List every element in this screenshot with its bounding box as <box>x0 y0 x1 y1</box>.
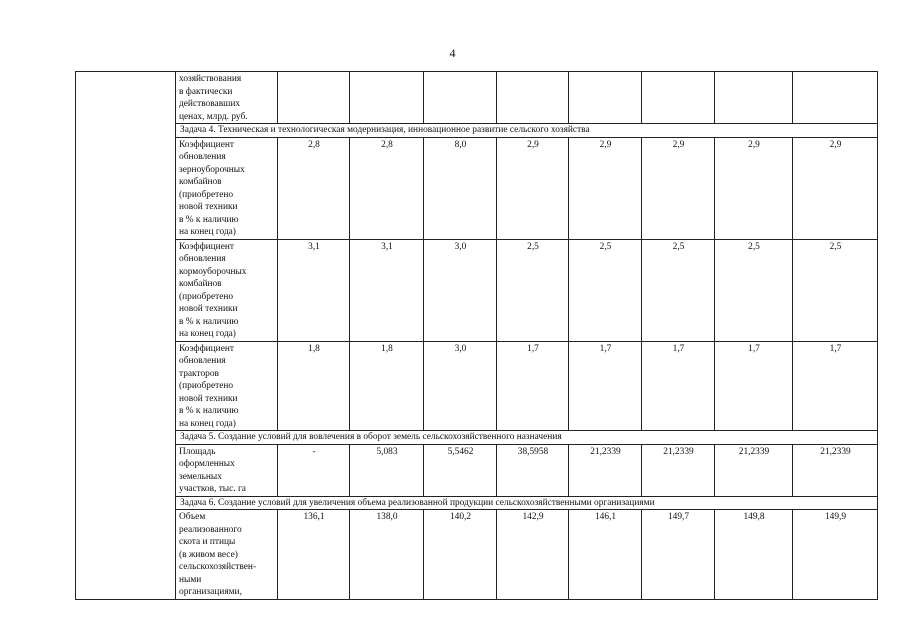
value-cell: 1,7 <box>569 341 642 431</box>
value-cell: 2,5 <box>642 239 715 341</box>
value-cell: 2,5 <box>569 239 642 341</box>
value-cell: - <box>278 444 350 496</box>
table-row <box>76 341 878 431</box>
value-cell: 5,083 <box>350 444 424 496</box>
value-cell: 8,0 <box>424 137 497 239</box>
page-number: 4 <box>449 46 456 60</box>
table-row <box>76 239 878 341</box>
indicator-label: Коэффициент обновления кормоуборочных комбайнов (приобретено новой техники в % к наличию на конец года) <box>176 239 278 341</box>
value-cell: 3,1 <box>350 239 424 341</box>
table-row <box>76 510 878 600</box>
value-cell: 1,7 <box>793 341 878 431</box>
value-cell: 2,8 <box>350 137 424 239</box>
value-cell <box>793 72 878 124</box>
value-cell: 1,7 <box>715 341 793 431</box>
table-row <box>76 137 878 239</box>
value-cell: 2,9 <box>715 137 793 239</box>
indicators-table <box>75 71 878 600</box>
value-cell: 2,5 <box>793 239 878 341</box>
value-cell: 3,1 <box>278 239 350 341</box>
value-cell: 21,2339 <box>715 444 793 496</box>
task-heading: Задача 4. Техническая и технологическая модернизация, инновационное развитие сельского хозяйства <box>176 124 878 138</box>
task-heading: Задача 5. Создание условий для вовлечения в оборот земель сельскохозяйственного назначения <box>176 431 878 445</box>
value-cell: 136,1 <box>278 510 350 600</box>
value-cell <box>497 72 569 124</box>
value-cell: 21,2339 <box>793 444 878 496</box>
table-row <box>76 444 878 496</box>
value-cell <box>642 72 715 124</box>
value-cell <box>424 72 497 124</box>
value-cell: 149,8 <box>715 510 793 600</box>
value-cell <box>569 72 642 124</box>
value-cell: 1,8 <box>278 341 350 431</box>
value-cell: 149,9 <box>793 510 878 600</box>
value-cell: 146,1 <box>569 510 642 600</box>
value-cell: 2,9 <box>569 137 642 239</box>
value-cell: 5,5462 <box>424 444 497 496</box>
value-cell: 2,8 <box>278 137 350 239</box>
indicator-label: хозяйствования в фактически действовавших ценах, млрд. руб. <box>176 72 278 124</box>
task-heading-row <box>76 431 878 445</box>
value-cell: 2,9 <box>642 137 715 239</box>
table-row <box>76 72 878 124</box>
value-cell: 21,2339 <box>569 444 642 496</box>
indicator-label: Площадь оформленных земельных участков, тыс. га <box>176 444 278 496</box>
value-cell: 21,2339 <box>642 444 715 496</box>
value-cell: 2,9 <box>497 137 569 239</box>
indicator-label: Коэффициент обновления тракторов (приобретено новой техники в % к наличию на конец года) <box>176 341 278 431</box>
value-cell: 138,0 <box>350 510 424 600</box>
indicator-label: Коэффициент обновления зерноуборочных комбайнов (приобретено новой техники в % к наличию на конец года) <box>176 137 278 239</box>
task-heading-row <box>76 124 878 138</box>
value-cell: 38,5958 <box>497 444 569 496</box>
value-cell: 3,0 <box>424 239 497 341</box>
value-cell <box>715 72 793 124</box>
value-cell: 2,5 <box>715 239 793 341</box>
value-cell: 1,7 <box>497 341 569 431</box>
value-cell: 1,8 <box>350 341 424 431</box>
value-cell <box>278 72 350 124</box>
task-heading-row <box>76 496 878 510</box>
value-cell: 3,0 <box>424 341 497 431</box>
value-cell <box>350 72 424 124</box>
value-cell: 149,7 <box>642 510 715 600</box>
indicator-label: Объем реализованного скота и птицы (в живом весе) сельскохозяйствен- ными организациями, <box>176 510 278 600</box>
value-cell: 2,9 <box>793 137 878 239</box>
empty-first-column <box>76 72 176 600</box>
value-cell: 2,5 <box>497 239 569 341</box>
task-heading: Задача 6. Создание условий для увеличения объема реализованной продукции сельскохозяйственными организациями <box>176 496 878 510</box>
value-cell: 1,7 <box>642 341 715 431</box>
value-cell: 142,9 <box>497 510 569 600</box>
value-cell: 140,2 <box>424 510 497 600</box>
